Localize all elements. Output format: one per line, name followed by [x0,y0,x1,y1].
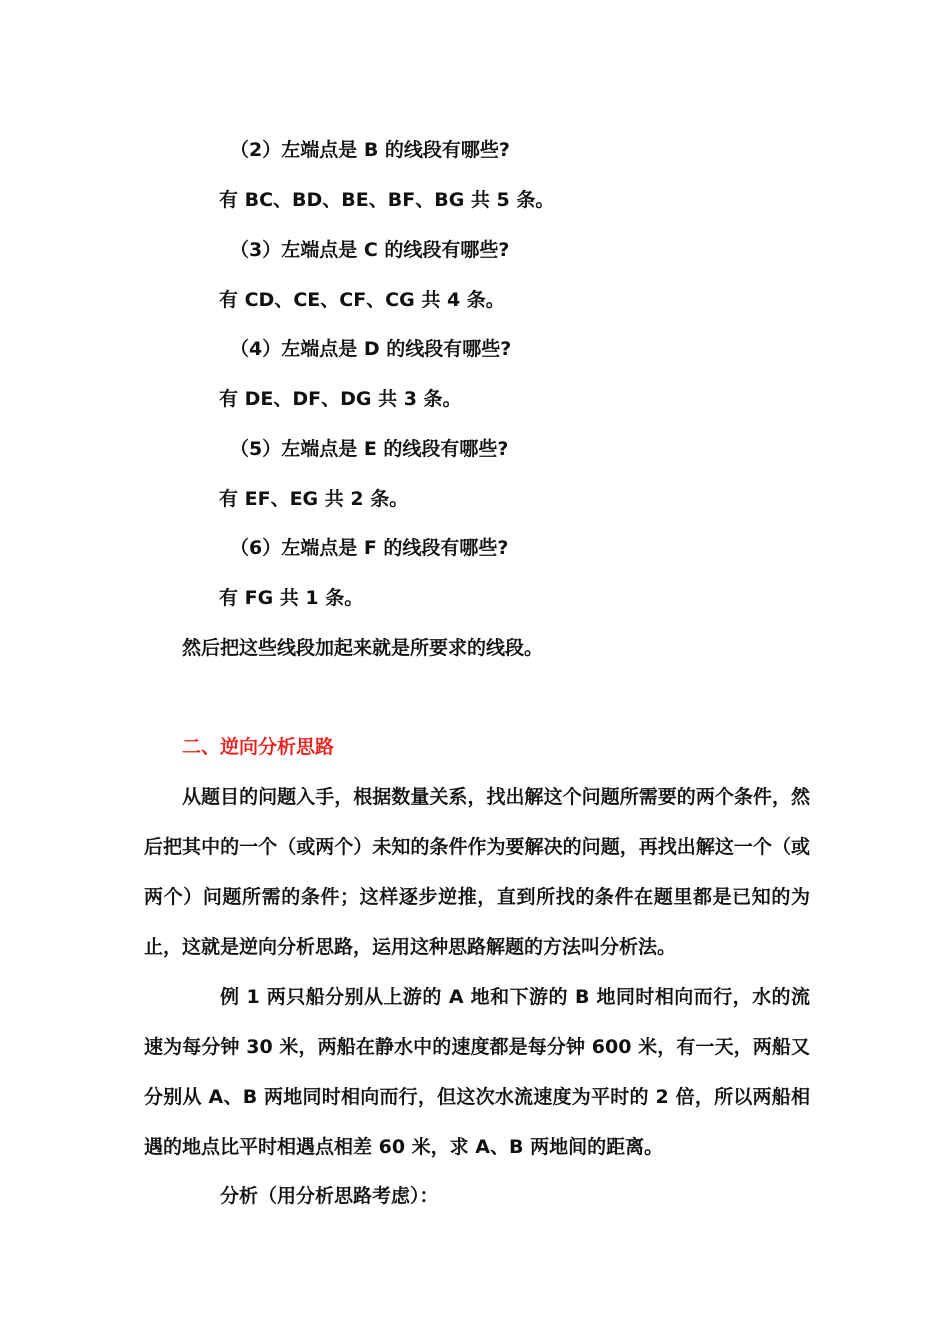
question-4: （4）左端点是 D 的线段有哪些? [230,338,512,360]
question-5: （5）左端点是 E 的线段有哪些? [230,438,509,460]
summary-text: 然后把这些线段加起来就是所要求的线段。 [182,637,544,659]
answer-3: 有 CD、CE、CF、CG 共 4 条。 [219,289,505,311]
method-paragraph: 从题目的问题入手，根据数量关系，找出解这个问题所需要的两个条件，然后把其中的一个（或两个）未知的条件作为要解决的问题，再找出解这一个（或两个）问题所需的条件；这样逐步逆推，直到所找的条件在题里都是已知的为止，这就是逆向分析思路，运用这种思路解题的方法叫分析法。 [144,786,810,958]
answer-2: 有 BC、BD、BE、BF、BG 共 5 条。 [219,189,555,211]
analysis-label: 分析（用分析思路考虑）： [220,1185,439,1207]
question-2: （2）左端点是 B 的线段有哪些? [230,139,510,161]
example-1-paragraph: 例 1 两只船分别从上游的 A 地和下游的 B 地同时相向而行，水的流速为每分钟 30 米，两船在静水中的速度都是每分钟 600 米，有一天，两船又分别从 A、B 两地同时相向而行，但这次水流速度为平时的 2 倍，所以两船相遇的地点比平时相遇点相差 60 米，求 A、B 两地间的距离。 [144,986,810,1158]
question-6: （6）左端点是 F 的线段有哪些? [230,537,509,559]
answer-4: 有 DE、DF、DG 共 3 条。 [219,388,462,410]
question-3: （3）左端点是 C 的线段有哪些? [230,239,510,261]
answer-5: 有 EF、EG 共 2 条。 [219,488,409,510]
answer-6: 有 FG 共 1 条。 [219,587,364,609]
section-heading: 二、逆向分析思路 [182,736,335,758]
